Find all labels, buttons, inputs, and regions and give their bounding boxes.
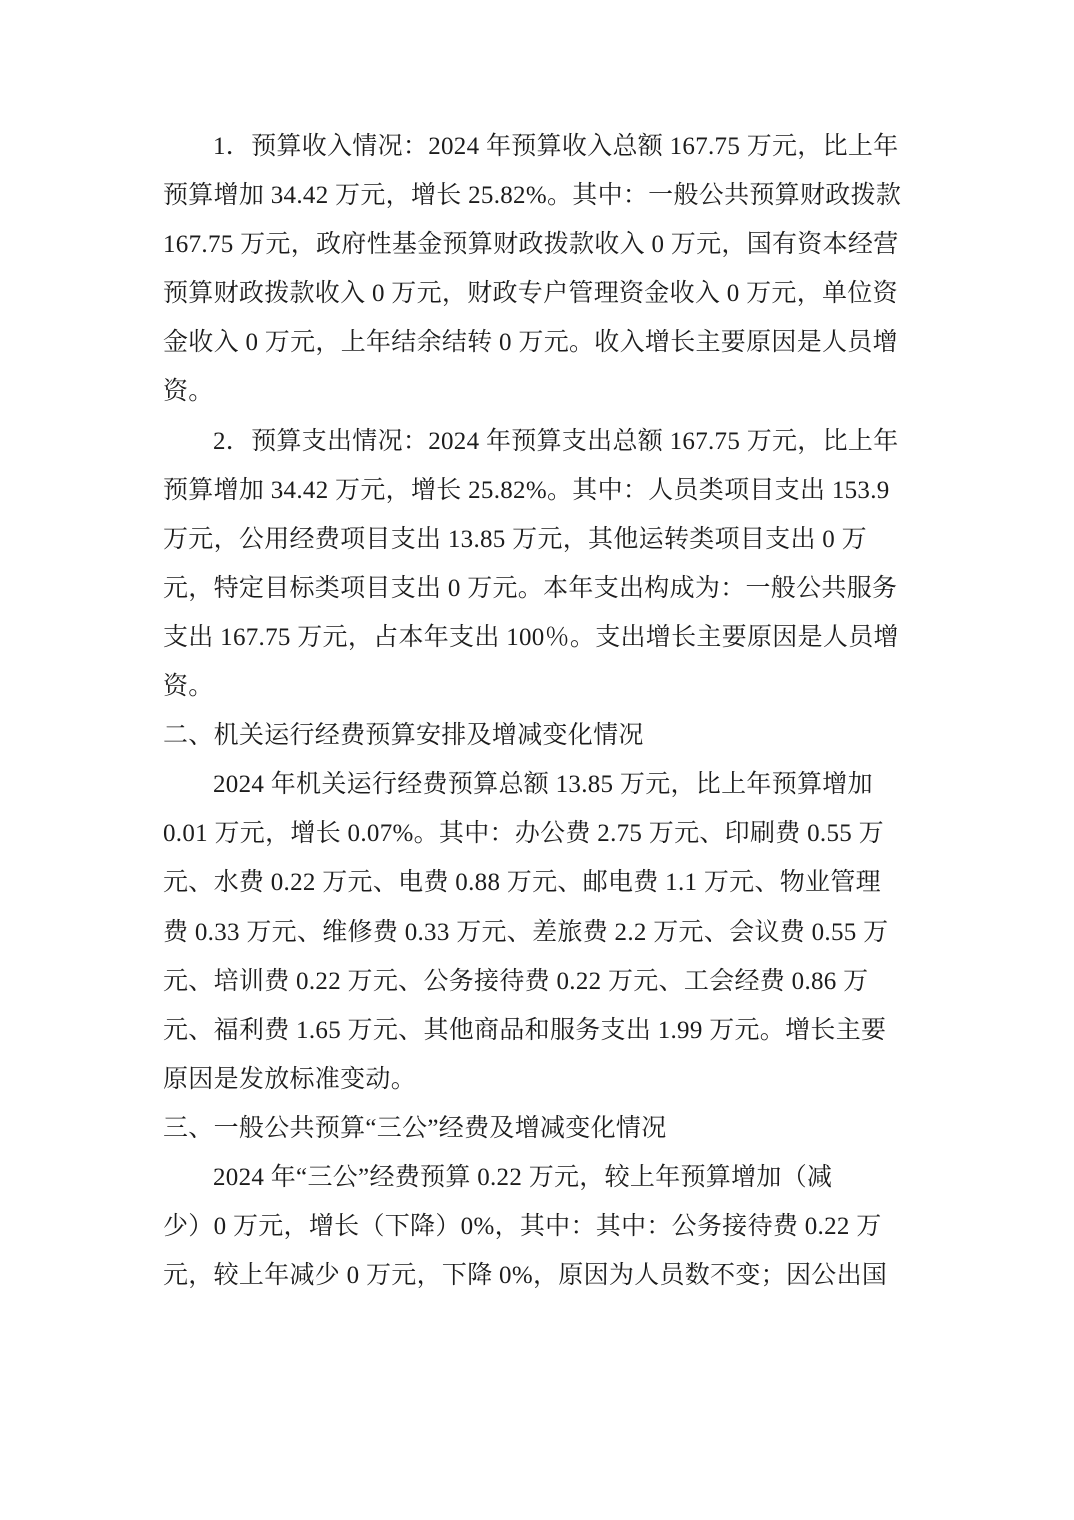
text-line: 1．预算收入情况：2024 年预算收入总额 167.75 万元，比上年 [213, 133, 899, 160]
text-line: 费 0.33 万元、维修费 0.33 万元、差旅费 2.2 万元、会议费 0.55 万 [163, 918, 889, 946]
text-line: 少）0 万元，增长（下降）0%，其中：其中：公务接待费 0.22 万 [163, 1213, 882, 1241]
text-line: 预算财政拨款收入 0 万元，财政专户管理资金收入 0 万元，单位资 [163, 280, 898, 308]
text-line: 原因是发放标准变动。 [163, 1065, 417, 1093]
text-line: 2．预算支出情况：2024 年预算支出总额 167.75 万元，比上年 [213, 427, 899, 455]
paragraph-budget-income [163, 122, 923, 417]
text-line: 预算增加 34.42 万元，增长 25.82%。其中：一般公共预算财政拨款 [163, 182, 902, 210]
text-line: 金收入 0 万元，上年结余结转 0 万元。收入增长主要原因是人员增 [163, 329, 898, 357]
text-line: 元，较上年减少 0 万元，下降 0%，原因为人员数不变；因公出国 [163, 1262, 888, 1290]
text-line: 元、福利费 1.65 万元、其他商品和服务支出 1.99 万元。增长主要 [163, 1016, 887, 1044]
paragraph-three-public-expenses [163, 1153, 923, 1300]
text-line: 预算增加 34.42 万元，增长 25.82%。其中：人员类项目支出 153.9 [163, 476, 890, 504]
text-line: 元、水费 0.22 万元、电费 0.88 万元、邮电费 1.1 万元、物业管理 [163, 869, 881, 897]
text-line: 资。 [163, 673, 214, 701]
text-line: 2024 年“三公”经费预算 0.22 万元，较上年预算增加（减 [213, 1163, 833, 1191]
text-line: 2024 年机关运行经费预算总额 13.85 万元，比上年预算增加 [213, 771, 873, 799]
paragraph-budget-expense [163, 417, 923, 712]
text-line: 元，特定目标类项目支出 0 万元。本年支出构成为：一般公共服务 [163, 574, 898, 602]
section-heading-operating-costs: 二、机关运行经费预算安排及增减变化情况 [163, 722, 644, 750]
document-body [163, 122, 923, 1300]
text-line: 元、培训费 0.22 万元、公务接待费 0.22 万元、工会经费 0.86 万 [163, 967, 869, 995]
text-line: 0.01 万元，增长 0.07%。其中：办公费 2.75 万元、印刷费 0.55 万 [163, 820, 884, 848]
text-line: 资。 [163, 378, 214, 406]
text-line: 万元，公用经费项目支出 13.85 万元，其他运转类项目支出 0 万 [163, 525, 867, 553]
section-heading-three-public-expenses: 三、一般公共预算“三公”经费及增减变化情况 [163, 1114, 667, 1142]
text-line: 支出 167.75 万元，占本年支出 100％。支出增长主要原因是人员增 [163, 623, 899, 651]
text-line: 167.75 万元，政府性基金预算财政拨款收入 0 万元，国有资本经营 [163, 231, 899, 259]
paragraph-operating-costs [163, 760, 923, 1104]
